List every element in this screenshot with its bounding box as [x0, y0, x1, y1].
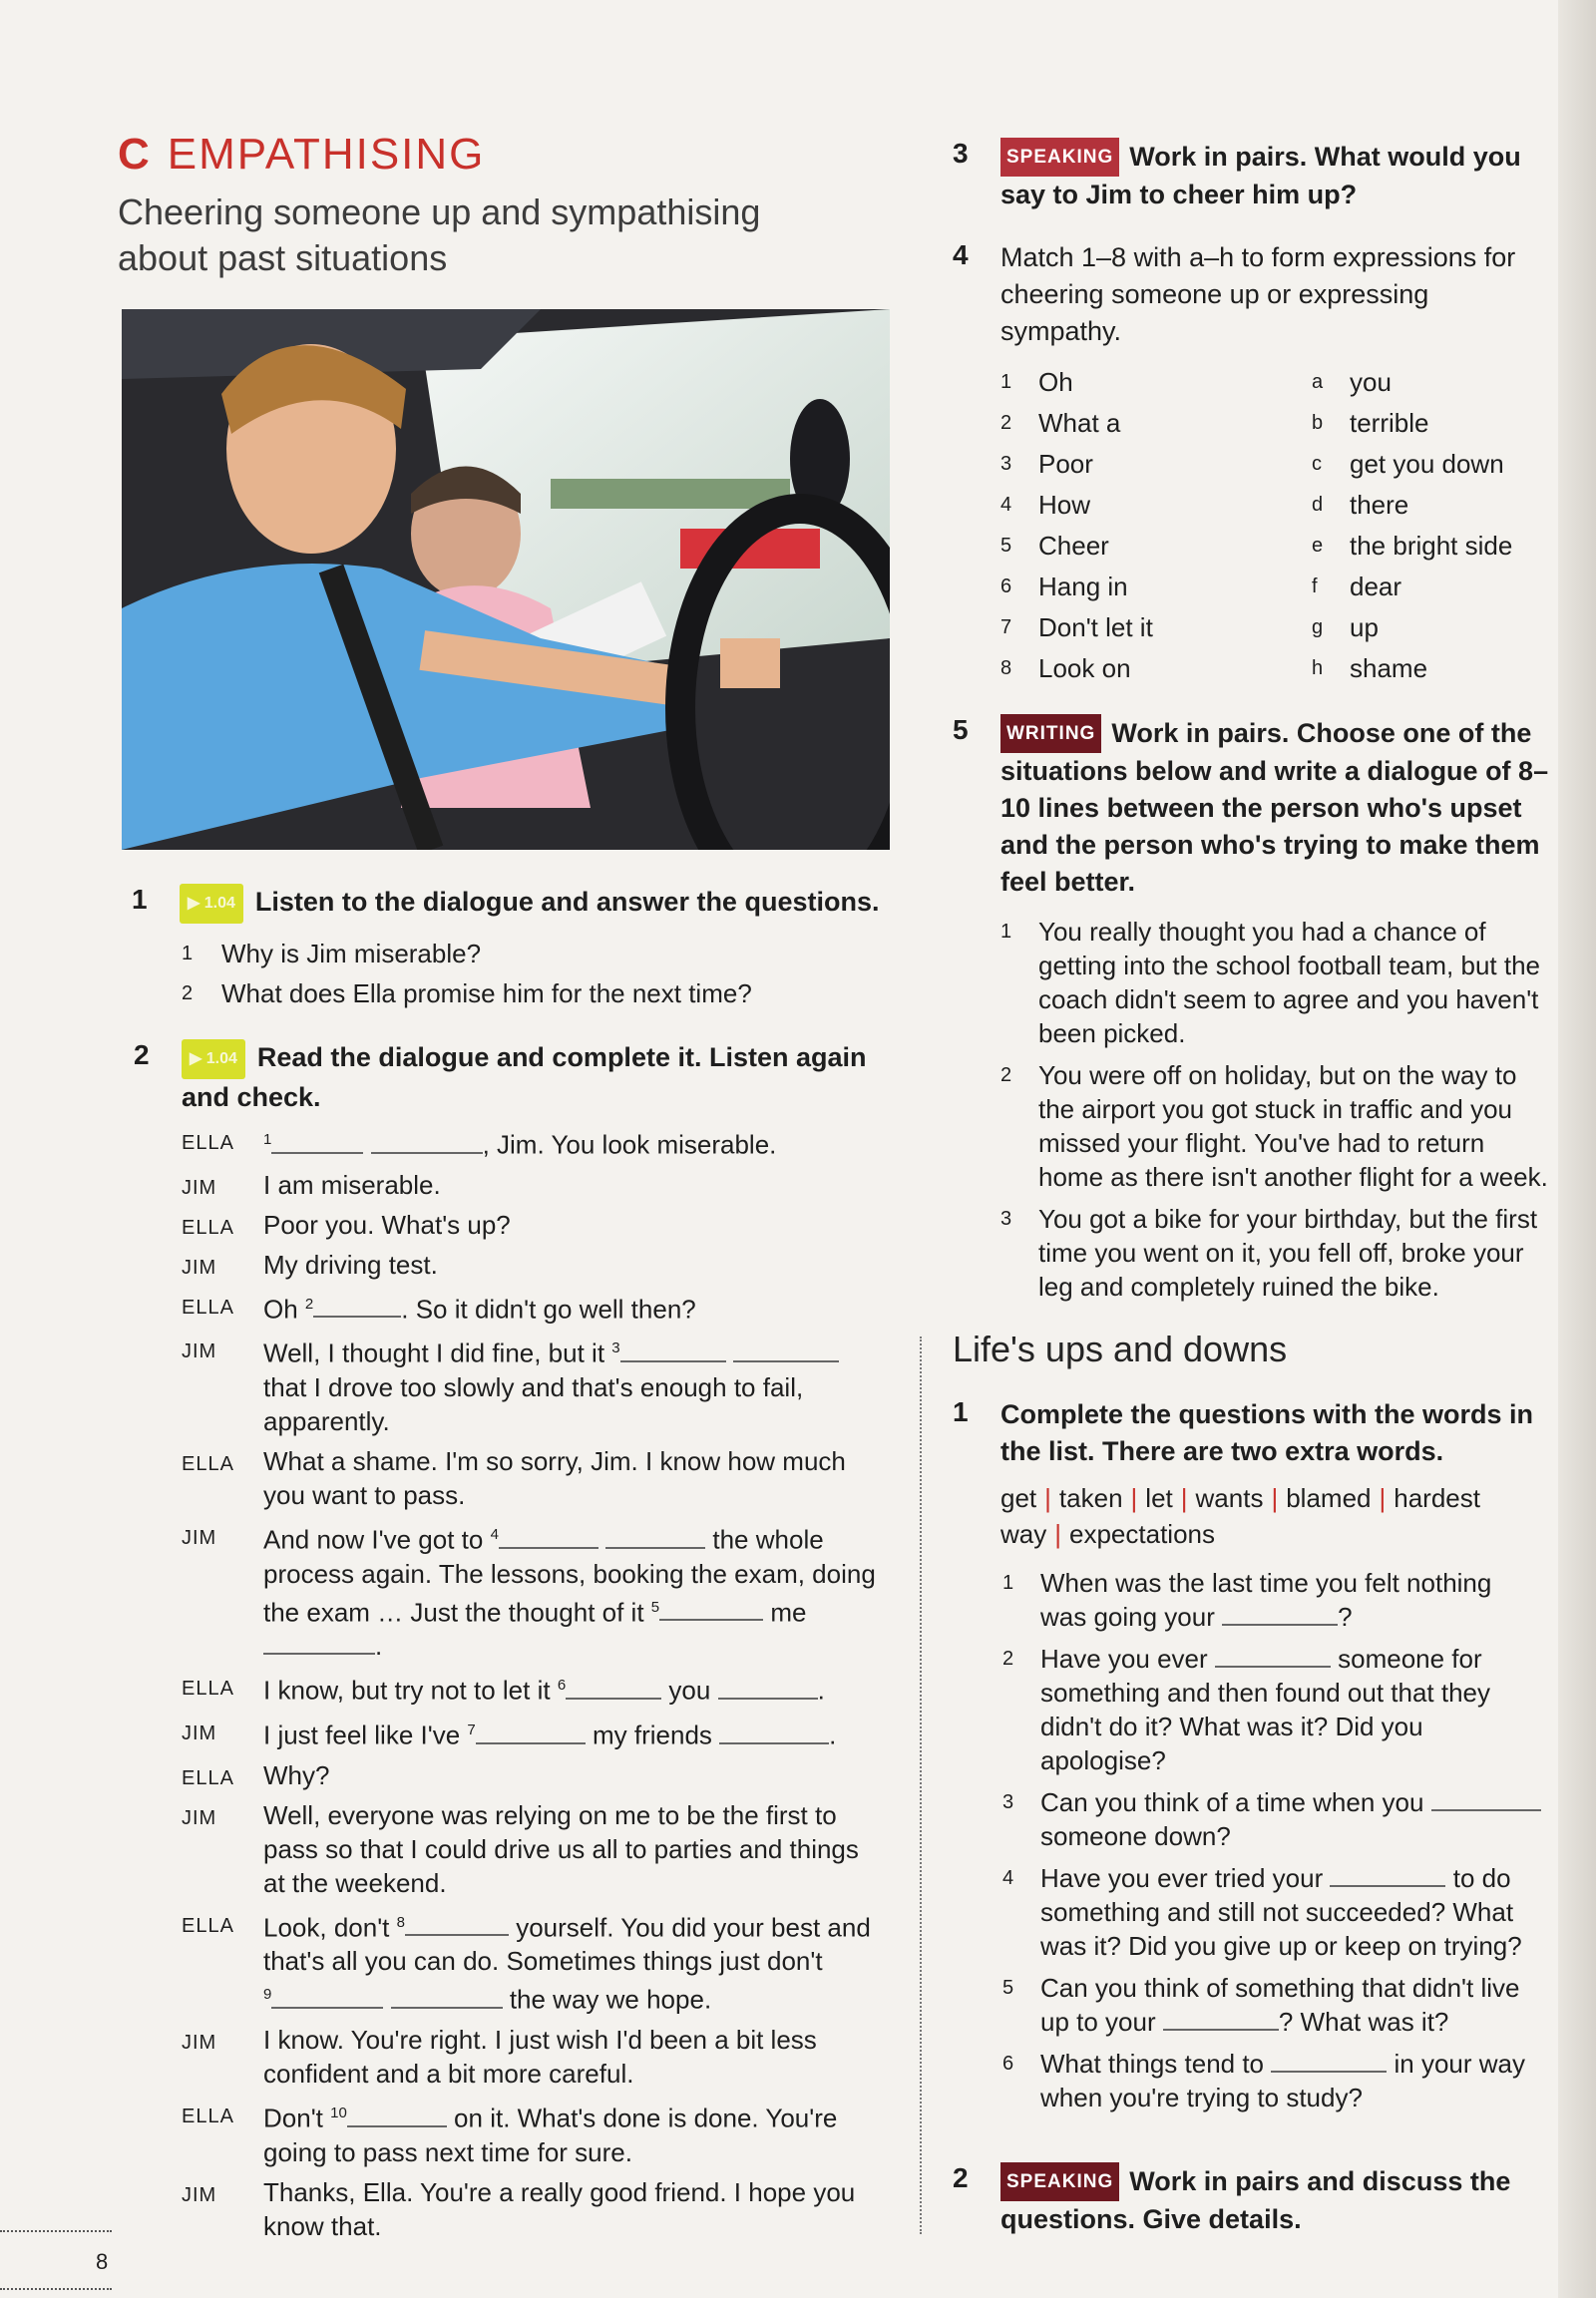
line-text: Thanks, Ella. You're a really good friend. I hope you know that.: [263, 2176, 856, 2241]
speaker-ella: ELLA: [182, 2105, 234, 2127]
line-text: the way we hope.: [509, 1984, 712, 2015]
gap-blank[interactable]: [1271, 2049, 1387, 2073]
dialogue-line: [182, 1168, 880, 1202]
item-number: 3: [1000, 1208, 1012, 1230]
word: hardest: [1394, 1483, 1480, 1513]
right-text: get you down: [1350, 449, 1504, 479]
dialogue-line: [182, 1798, 880, 1900]
exercise-number: 2: [134, 1039, 150, 1070]
line-text: that I drove too slowly and that's enough to fail, apparently.: [263, 1371, 804, 1436]
word: let: [1145, 1483, 1173, 1513]
right-text: up: [1350, 612, 1379, 642]
question-list: [182, 934, 890, 1013]
item-text: someone for something and then found out that they didn't do it? What was it? Did you apologise?: [1040, 1644, 1491, 1775]
section-letter: C: [118, 130, 152, 179]
speaker-ella: ELLA: [182, 1452, 234, 1475]
item-text: Can you think of something that didn't live up to your: [1040, 1973, 1520, 2037]
line-text: you: [668, 1675, 711, 1706]
separator: |: [1271, 1483, 1279, 1513]
question-text: Why is Jim miserable?: [221, 939, 482, 968]
separator: |: [1180, 1483, 1188, 1513]
right-letter: h: [1312, 657, 1324, 679]
list-item: [1002, 1642, 1541, 1777]
section-name: EMPATHISING: [167, 130, 486, 179]
table-row: [1000, 653, 1539, 694]
footer-rule: [0, 2288, 112, 2290]
exercise-number: 4: [953, 239, 969, 270]
line-text: Look, don't: [263, 1912, 390, 1943]
dialogue-line: JIM I just feel like I've $^7$ my friends .: [182, 1714, 880, 1752]
exercise-instruction: [132, 884, 890, 924]
right-letter: b: [1312, 412, 1324, 434]
dialogue-line: [182, 2023, 880, 2091]
gap-blank[interactable]: [371, 1130, 483, 1154]
table-row: [1000, 572, 1539, 612]
word: wants: [1195, 1483, 1264, 1513]
left-number: 5: [1000, 535, 1012, 557]
line-text: Well, I thought I did fine, but it: [263, 1338, 605, 1368]
line-text: Well, everyone was relying on me to be the first to pass so that I could drive us all to parties and things at the weekend.: [263, 1799, 859, 1898]
speaker-jim: JIM: [182, 1340, 217, 1363]
lesson-photo: [122, 309, 890, 850]
speaker-jim: JIM: [182, 1722, 217, 1744]
list-item: [182, 934, 890, 973]
writing-tag: WRITING: [1000, 714, 1101, 753]
exercise-3: [953, 138, 1551, 213]
gap-blank[interactable]: [499, 1525, 598, 1549]
gap-blank[interactable]: [1163, 2007, 1279, 2031]
gap-blank[interactable]: [605, 1525, 705, 1549]
gap-number: 3: [611, 1340, 620, 1357]
table-row: [1000, 612, 1539, 653]
item-text: Have you ever: [1040, 1644, 1208, 1674]
list-item: [1002, 1566, 1541, 1634]
gap-blank[interactable]: [347, 2104, 447, 2127]
dialogue-line: [182, 1248, 880, 1282]
audio-track-badge[interactable]: ▶ 1.04: [182, 1039, 245, 1079]
line-text: My driving test.: [263, 1249, 438, 1280]
left-text: Oh: [1038, 367, 1073, 397]
dialogue-line: [182, 1906, 880, 2017]
gap-number: 4: [490, 1525, 499, 1543]
dialogue-line: [182, 1332, 880, 1438]
audio-track-number: 1.04: [205, 1050, 237, 1067]
gap-number: 8: [396, 1913, 405, 1931]
left-text: How: [1038, 490, 1091, 520]
gap-number: 9: [263, 1986, 272, 2004]
speaker-ella: ELLA: [182, 1216, 234, 1239]
list-item: [1000, 915, 1551, 1050]
exercise-2: [134, 1039, 892, 1115]
dialogue-line: [182, 1288, 880, 1327]
item-number: 1: [1000, 921, 1012, 943]
item-text: You really thought you had a chance of getting into the school football team, but the coach didn't seem to agree and you haven't been picked.: [1038, 917, 1541, 1048]
line-text: Oh: [263, 1294, 298, 1325]
word: blamed: [1286, 1483, 1372, 1513]
word: taken: [1058, 1483, 1123, 1513]
speaker-jim: JIM: [182, 1526, 217, 1549]
item-number: 5: [1002, 1977, 1014, 1999]
left-number: 3: [1000, 453, 1012, 475]
separator: |: [1044, 1483, 1051, 1513]
speaker-ella: ELLA: [182, 1678, 234, 1701]
speaker-ella: ELLA: [182, 1296, 234, 1319]
item-text: What things tend to: [1040, 2049, 1265, 2079]
exercise-instruction: [953, 138, 1551, 213]
speaker-ella: ELLA: [182, 1914, 234, 1937]
item-number: 3: [1002, 1791, 1014, 1813]
instruction-text: Work in pairs and discuss the questions. Give details.: [1000, 2166, 1511, 2234]
right-text: the bright side: [1350, 531, 1513, 561]
word: expectations: [1069, 1519, 1215, 1549]
table-row: [1000, 408, 1539, 449]
section-title: [118, 130, 896, 180]
line-text: And now I've got to: [263, 1524, 484, 1555]
exercise-instruction: [953, 714, 1551, 901]
left-text: Cheer: [1038, 531, 1109, 561]
left-number: 8: [1000, 657, 1012, 679]
exercise-number: 2: [953, 2162, 969, 2193]
gap-blank[interactable]: [313, 1294, 401, 1318]
exercise-number: 3: [953, 138, 969, 169]
item-text: to do something and still not succeeded? What was it? Did you give up or keep on trying?: [1040, 1863, 1522, 1961]
lifes-ups-and-downs: [953, 1329, 1551, 1370]
gap-blank[interactable]: [733, 1339, 839, 1362]
line-text: Why?: [263, 1759, 330, 1790]
left-number: 7: [1000, 616, 1012, 638]
gap-blank[interactable]: [391, 1985, 503, 2009]
separator: |: [1054, 1519, 1062, 1549]
gap-number: 6: [557, 1677, 567, 1695]
dialogue-line: [182, 2175, 880, 2243]
table-row: [1000, 490, 1539, 531]
gap-blank[interactable]: [659, 1597, 763, 1621]
item-text: ? What was it?: [1278, 2007, 1449, 2037]
dialogue-line: JIM And now I've got to $^4$ the whole process again. The lessons, booking the exam, doing the exam … Just the thought of it $^5$ me .: [182, 1518, 880, 1663]
list-item: [1002, 2047, 1541, 2114]
item-number: 4: [1002, 1867, 1014, 1889]
exercise-instruction: [953, 2162, 1551, 2238]
line-text: What a shame. I'm so sorry, Jim. I know how much you want to pass.: [263, 1445, 846, 1510]
line-text: yourself. You did your best and that's all you can do. Sometimes things just don't: [263, 1912, 871, 1977]
item-text: You got a bike for your birthday, but the first time you went on it, you fell off, broke your leg and completely ruined the bike.: [1038, 1204, 1538, 1302]
left-number: 2: [1000, 412, 1012, 434]
word: get: [1000, 1483, 1037, 1513]
left-text: Poor: [1038, 449, 1093, 479]
exercise-number: 5: [953, 714, 969, 745]
gap-blank[interactable]: [271, 1985, 383, 2009]
exercise-5: [953, 714, 1551, 1312]
left-number: 6: [1000, 575, 1012, 597]
line-text: Don't: [263, 2103, 323, 2133]
gap-number: 10: [330, 2104, 347, 2121]
line-text: I just feel like I've: [263, 1720, 461, 1750]
right-text: shame: [1350, 653, 1428, 683]
gap-blank[interactable]: [263, 1631, 375, 1655]
dialogue-line: ELLA I know, but try not to let it $^6$ you .: [182, 1669, 880, 1708]
speaker-ella: ELLA: [182, 1132, 234, 1154]
dialogue-line: [182, 1444, 880, 1512]
gap-number: 1: [263, 1131, 272, 1148]
right-text: there: [1350, 490, 1409, 520]
item-text: Have you ever tried your: [1040, 1863, 1324, 1893]
instruction-text: Work in pairs. What would you say to Jim to cheer him up?: [1000, 142, 1521, 209]
dialogue: [182, 1123, 880, 2249]
situation-list: [1000, 915, 1551, 1304]
line-text: I am miserable.: [263, 1169, 441, 1200]
exercise-number: 1: [953, 1396, 969, 1427]
speaking-tag: SPEAKING: [1000, 138, 1119, 177]
line-text: the whole process again. The lessons, booking the exam, doing the exam … Just the thought of it: [263, 1524, 876, 1628]
line-text: my friends: [592, 1720, 712, 1750]
exercise-instruction: [134, 1039, 892, 1115]
exercise-1: [132, 884, 890, 1013]
line-text: on it. What's done is done. You're going to pass next time for sure.: [263, 2103, 838, 2167]
lifes-exercise-1: [953, 1396, 1551, 2122]
item-text: in your way when you're trying to study?: [1040, 2049, 1525, 2112]
table-row: [1000, 531, 1539, 572]
item-text: You were off on holiday, but on the way to the airport you got stuck in traffic and you missed your flight. You've had to return home as there isn't another flight for a week.: [1038, 1060, 1548, 1192]
gap-blank[interactable]: [1215, 1644, 1331, 1668]
gap-blank[interactable]: [271, 1130, 363, 1154]
item-text: someone down?: [1040, 1821, 1231, 1851]
item-text: Can you think of a time when you: [1040, 1787, 1424, 1817]
line-text: me: [770, 1597, 807, 1628]
gap-blank[interactable]: [476, 1721, 586, 1744]
speaker-jim: JIM: [182, 1806, 217, 1829]
table-row: [1000, 449, 1539, 490]
item-text: When was the last time you felt nothing was going your: [1040, 1568, 1492, 1632]
dialogue-line: [182, 1123, 880, 1162]
line-text: I know, but try not to let it: [263, 1675, 551, 1706]
right-letter: a: [1312, 371, 1324, 393]
photo-illustration: [122, 309, 890, 850]
instruction-text: Work in pairs. Choose one of the situations below and write a dialogue of 8–10 lines between the person who's upset and the person who's trying to make them feel better.: [1000, 718, 1549, 897]
right-letter: e: [1312, 535, 1324, 557]
instruction-text: Listen to the dialogue and answer the questions.: [254, 887, 880, 917]
item-number: 2: [1002, 1648, 1014, 1670]
line-text: Poor you. What's up?: [263, 1209, 511, 1240]
speaker-jim: JIM: [182, 1176, 217, 1199]
right-letter: f: [1312, 575, 1318, 597]
word-list: [953, 1480, 1559, 1552]
speaker-jim: JIM: [182, 1256, 217, 1279]
page-number: 8: [96, 2249, 109, 2274]
question-text: What does Ella promise him for the next time?: [221, 978, 752, 1008]
gap-blank[interactable]: [405, 1912, 509, 1936]
line-text: . So it didn't go well then?: [401, 1294, 696, 1325]
left-text: Hang in: [1038, 572, 1128, 601]
question-list: [1002, 1566, 1541, 2114]
speaking-tag: SPEAKING: [1000, 2162, 1119, 2201]
gap-blank[interactable]: [719, 1721, 829, 1744]
word: way: [1000, 1519, 1047, 1549]
speaker-jim: JIM: [182, 2183, 217, 2206]
item-number: 2: [1000, 1064, 1012, 1086]
instruction-text: Match 1–8 with a–h to form expressions for cheering someone up or expressing sympathy.: [1000, 242, 1516, 346]
lifes-exercise-2: [953, 2162, 1551, 2238]
left-number: 1: [1000, 371, 1012, 393]
section-subtitle: Cheering someone up and sympathising about past situations: [118, 192, 761, 278]
left-number: 4: [1000, 494, 1012, 516]
dialogue-line: [182, 1208, 880, 1242]
separator: |: [1379, 1483, 1387, 1513]
gap-number: 7: [467, 1721, 476, 1738]
line-text: I know. You're right. I just wish I'd been a bit less confident and a bit more careful.: [263, 2024, 817, 2089]
left-text: Don't let it: [1038, 612, 1153, 642]
gap-blank[interactable]: [718, 1676, 818, 1700]
dialogue-line: [182, 2097, 880, 2169]
line-text: , Jim. You look miserable.: [482, 1129, 777, 1160]
footer-rule: [0, 2230, 112, 2232]
list-item: [1002, 1861, 1541, 1963]
section-header: [118, 130, 896, 281]
speaker-ella: ELLA: [182, 1766, 234, 1789]
list-item: [1000, 1058, 1551, 1194]
gap-blank[interactable]: [620, 1339, 726, 1362]
right-text: dear: [1350, 572, 1402, 601]
right-letter: d: [1312, 494, 1324, 516]
gap-blank[interactable]: [1222, 1602, 1338, 1626]
audio-track-badge[interactable]: ▶ 1.04: [180, 884, 243, 924]
item-number: 6: [1002, 2053, 1014, 2075]
exercise-4: [953, 239, 1551, 350]
list-item: [1000, 1202, 1551, 1304]
question-number: 1: [182, 943, 194, 964]
item-text: ?: [1338, 1602, 1353, 1632]
instruction-text: Read the dialogue and complete it. Listen again and check.: [182, 1042, 867, 1112]
column-divider: [920, 1337, 922, 2234]
question-number: 2: [182, 982, 194, 1004]
dialogue-line: [182, 1758, 880, 1792]
gap-blank[interactable]: [566, 1676, 661, 1700]
list-item: [1002, 1785, 1541, 1853]
left-text: What a: [1038, 408, 1121, 438]
table-row: [1000, 367, 1539, 408]
speaker-jim: JIM: [182, 2031, 217, 2054]
item-number: 1: [1002, 1572, 1014, 1594]
subsection-heading: Life's ups and downs: [953, 1329, 1288, 1369]
gap-number: 5: [650, 1598, 660, 1616]
right-letter: g: [1312, 616, 1324, 638]
gap-blank[interactable]: [1330, 1863, 1445, 1887]
page-edge: [1558, 0, 1596, 2298]
separator: |: [1130, 1483, 1138, 1513]
left-text: Look on: [1038, 653, 1131, 683]
audio-track-number: 1.04: [203, 895, 235, 912]
list-item: [182, 973, 890, 1013]
right-text: you: [1350, 367, 1392, 397]
list-item: [1002, 1971, 1541, 2039]
gap-number: 2: [304, 1295, 314, 1313]
matching-table: [1000, 367, 1539, 694]
gap-blank[interactable]: [1431, 1787, 1541, 1811]
exercise-number: 1: [132, 884, 148, 915]
right-text: terrible: [1350, 408, 1429, 438]
right-letter: c: [1312, 453, 1322, 475]
exercise-instruction: Complete the questions with the words in the list. There are two extra words.: [1000, 1399, 1534, 1466]
exercise-instruction: [953, 239, 1551, 350]
